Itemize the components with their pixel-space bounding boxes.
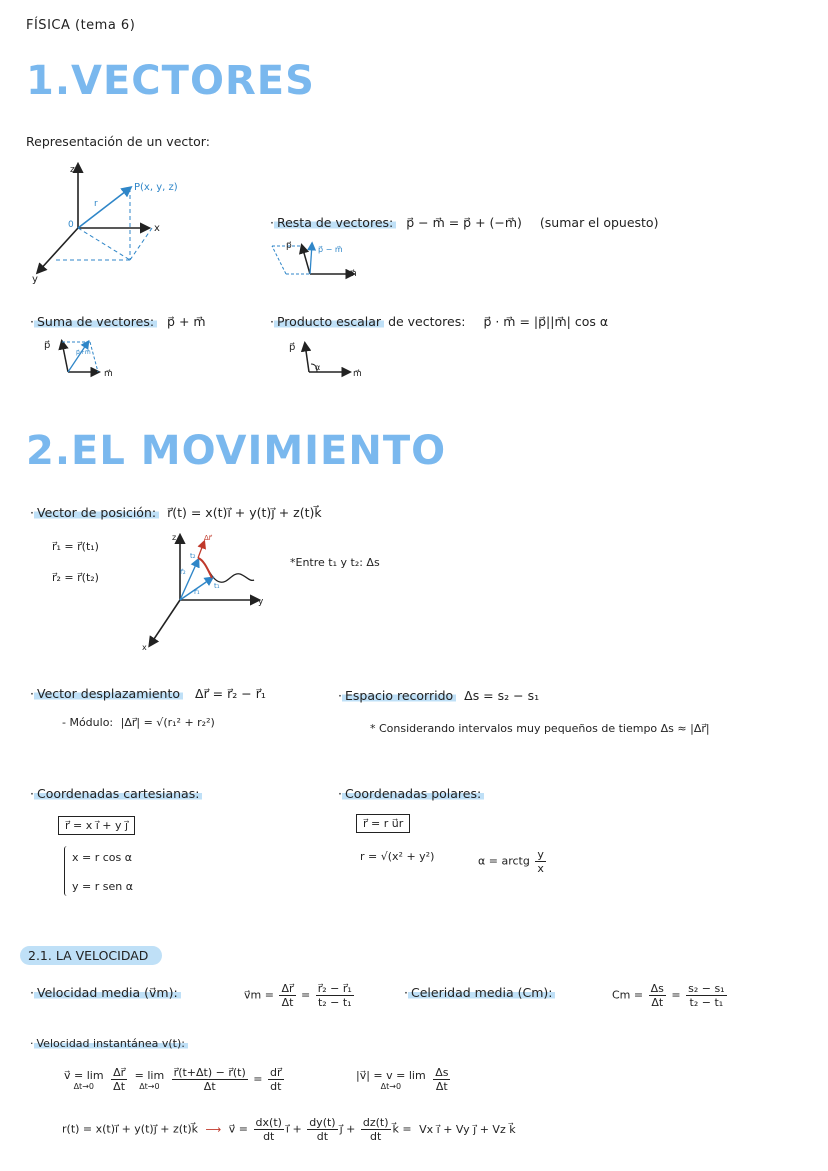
- vmedia-f1-num: Δr⃗: [281, 982, 294, 995]
- posicion-r1: r⃗₁ = r⃗(t₁): [52, 540, 99, 553]
- desplazamiento-row: · Vector desplazamiento Δr⃗ = r⃗₂ − r⃗₁: [30, 686, 266, 701]
- speed-lhs: |v⃗| = v = lim: [356, 1068, 426, 1082]
- vinst-f2-den: Δt: [203, 1080, 216, 1093]
- polares-alpha-lhs: α = arctg: [478, 854, 530, 868]
- final-lhs: r(t) = x(t)i⃗ + y(t)j⃗ + z(t)k⃗: [62, 1122, 199, 1136]
- final-dy: dy(t): [309, 1116, 336, 1129]
- final-j: j⃗ +: [339, 1122, 356, 1136]
- vinst-lhs: v⃗ = lim: [64, 1068, 104, 1082]
- point-label: P(x, y, z): [134, 182, 178, 193]
- espacio-note: * Considerando intervalos muy pequeños de tiempo Δs ≈ |Δr⃗|: [370, 722, 710, 735]
- cartesianas-boxed: r⃗ = x i⃗ + y j⃗: [58, 816, 135, 835]
- subject-header: FÍSICA (tema 6): [26, 18, 136, 33]
- polares-alpha-den: x: [537, 862, 544, 875]
- final-i: i⃗ +: [285, 1122, 302, 1136]
- cartesianas-eq1: x = r cos α: [72, 851, 132, 864]
- final-k: k⃗ =: [392, 1122, 412, 1136]
- entre-note: *Entre t₁ y t₂: Δs: [290, 556, 380, 569]
- final-tail: Vx i⃗ + Vy j⃗ + Vz k⃗: [419, 1122, 516, 1136]
- suma-lbl-sum: p⃗+m⃗: [76, 349, 91, 356]
- traj-dr: Δr⃗: [204, 534, 212, 542]
- producto-lbl-p: p⃗: [289, 342, 296, 353]
- polares-boxed: r⃗ = r u⃗r: [356, 814, 410, 833]
- traj-axis-x: x: [142, 643, 147, 652]
- vinst-f2-num: r⃗(t+Δt) − r⃗(t): [173, 1066, 246, 1079]
- axis-y-label: y: [32, 274, 38, 285]
- vinst-label: Velocidad instantánea v(t):: [34, 1037, 188, 1050]
- celeridad-label: Celeridad media (Cm):: [408, 985, 555, 1000]
- espacio-label: Espacio recorrido: [342, 688, 456, 703]
- desplazamiento-label: Vector desplazamiento: [34, 686, 183, 701]
- posicion-r2: r⃗₂ = r⃗(t₂): [52, 571, 99, 584]
- celeridad-eq: =: [671, 988, 681, 1002]
- final-dt-2: dt: [316, 1130, 329, 1143]
- speed-lim-sub: Δt→0: [380, 1081, 402, 1091]
- traj-t1: t₁: [214, 582, 220, 590]
- origin-label: 0: [68, 220, 74, 230]
- suma-lbl-p: p⃗: [44, 340, 51, 351]
- desplazamiento-formula: Δr⃗ = r⃗₂ − r⃗₁: [195, 686, 266, 701]
- vinst-mid: = lim: [134, 1068, 165, 1082]
- resta-lbl-p: p⃗: [286, 241, 292, 251]
- polares-row: · Coordenadas polares:: [338, 786, 484, 801]
- celeridad-formula: [612, 982, 729, 1009]
- producto-lbl-alpha: α: [315, 363, 321, 372]
- espacio-row: · Espacio recorrido Δs = s₂ − s₁: [338, 688, 540, 703]
- vmedia-f2-num: r⃗₂ − r⃗₁: [317, 982, 352, 995]
- final-dx: dx(t): [255, 1116, 282, 1129]
- espacio-formula: Δs = s₂ − s₁: [464, 688, 540, 703]
- cartesianas-brace: [64, 846, 70, 896]
- vinst-equation: [62, 1066, 286, 1093]
- suma-formula: p⃗ + m⃗: [167, 314, 206, 329]
- vinst-eq: =: [253, 1072, 263, 1086]
- representation-label: Representación de un vector:: [26, 134, 210, 149]
- vmedia-f2-den: t₂ − t₁: [317, 996, 352, 1009]
- vinst-f3-den: dt: [270, 1080, 282, 1093]
- final-dz: dz(t): [362, 1116, 389, 1129]
- section-title-vectores: 1.VECTORES: [26, 58, 315, 104]
- resta-formula: p⃗ − m⃗ = p⃗ + (−m⃗): [406, 215, 522, 230]
- posicion-label: Vector de posición:: [34, 505, 159, 520]
- celeridad-f2-den: t₂ − t₁: [689, 996, 724, 1009]
- producto-row: · Producto escalar de vectores: p⃗ · m⃗ = |p⃗||m⃗| cos α: [270, 314, 609, 329]
- resta-lbl-m: m⃗: [348, 269, 357, 279]
- resta-row: · Resta de vectores: p⃗ − m⃗ = p⃗ + (−m⃗) (sumar el opuesto): [270, 215, 659, 230]
- axis-z-label: z: [70, 165, 75, 175]
- vinst-f1-num: Δr⃗: [113, 1066, 126, 1079]
- vmedia-label: Velocidad media (v⃗m):: [34, 985, 181, 1000]
- cartesianas-label: Coordenadas cartesianas:: [34, 786, 202, 801]
- posicion-row: · Vector de posición: r⃗(t) = x(t)i⃗ + y(t)j⃗ + z(t)k⃗: [30, 505, 322, 520]
- section-title-velocidad: 2.1. LA VELOCIDAD: [20, 946, 162, 965]
- vmedia-eq: =: [301, 988, 311, 1002]
- speed-f-den: Δt: [435, 1080, 448, 1093]
- resta-lbl-pm: p⃗ − m⃗: [318, 245, 343, 254]
- resta-diagram: [268, 236, 368, 281]
- traj-r1: r⃗₁: [194, 588, 200, 596]
- vector-3d-diagram: [30, 160, 210, 285]
- traj-t2: t₂: [190, 552, 196, 560]
- resta-label: Resta de vectores:: [274, 215, 396, 230]
- vmedia-formula: [244, 982, 356, 1009]
- polares-alpha-num: y: [537, 848, 544, 861]
- section-title-movimiento: 2.EL MOVIMIENTO: [26, 428, 447, 474]
- vinst-f3-num: dr⃗: [270, 1066, 282, 1079]
- resta-note: (sumar el opuesto): [539, 215, 659, 230]
- vinst-f1-den: Δt: [113, 1080, 126, 1093]
- producto-lbl-m: m⃗: [353, 369, 362, 379]
- posicion-formula: r⃗(t) = x(t)i⃗ + y(t)j⃗ + z(t)k⃗: [167, 505, 322, 520]
- vinst-lim-sub-2: Δt→0: [139, 1081, 160, 1091]
- suma-diagram: [40, 336, 130, 378]
- suma-lbl-m: m⃗: [104, 369, 113, 379]
- celeridad-row: · Celeridad media (Cm):: [404, 985, 555, 1000]
- vector-r-label: r: [94, 199, 98, 209]
- speed-f-num: Δs: [435, 1066, 449, 1079]
- producto-formula: p⃗ · m⃗ = |p⃗||m⃗| cos α: [483, 314, 609, 329]
- cartesianas-row: · Coordenadas cartesianas:: [30, 786, 202, 801]
- vmedia-f1-den: Δt: [281, 996, 294, 1009]
- suma-row: · Suma de vectores: p⃗ + m⃗: [30, 314, 206, 329]
- polares-alpha: [478, 848, 548, 875]
- celeridad-f1-den: Δt: [651, 996, 664, 1009]
- cartesianas-eq2: y = r sen α: [72, 880, 133, 893]
- modulo-label: - Módulo:: [62, 716, 114, 729]
- trajectory-diagram: [140, 530, 280, 655]
- traj-r2: r⃗₂: [180, 568, 186, 576]
- vmedia-lhs: v⃗m =: [244, 988, 274, 1002]
- vinst-row: · Velocidad instantánea v(t):: [30, 1037, 188, 1050]
- producto-diagram: [285, 336, 375, 378]
- speed-equation: [354, 1066, 452, 1093]
- producto-label-rest: de vectores:: [388, 314, 466, 329]
- traj-axis-z: z: [172, 533, 177, 542]
- axis-x-label: x: [154, 223, 160, 234]
- vinst-lim-sub: Δt→0: [73, 1081, 94, 1091]
- vmedia-row: · Velocidad media (v⃗m):: [30, 985, 181, 1000]
- polares-r-formula: r = √(x² + y²): [360, 850, 435, 863]
- suma-label: Suma de vectores:: [34, 314, 157, 329]
- modulo-row: [62, 716, 215, 729]
- final-equation: [62, 1116, 516, 1143]
- final-dt-1: dt: [263, 1130, 275, 1143]
- modulo-formula: |Δr⃗| = √(r₁² + r₂²): [120, 716, 215, 729]
- celeridad-lhs: Cm =: [612, 988, 644, 1002]
- right-arrow-icon: ⟶: [205, 1122, 222, 1136]
- celeridad-f1-num: Δs: [650, 982, 664, 995]
- polares-label: Coordenadas polares:: [342, 786, 484, 801]
- producto-label: Producto escalar: [274, 314, 384, 329]
- celeridad-f2-num: s₂ − s₁: [688, 982, 725, 995]
- final-rhs-v: v⃗ =: [228, 1122, 249, 1136]
- traj-axis-y: y: [258, 597, 264, 607]
- final-dt-3: dt: [370, 1130, 382, 1143]
